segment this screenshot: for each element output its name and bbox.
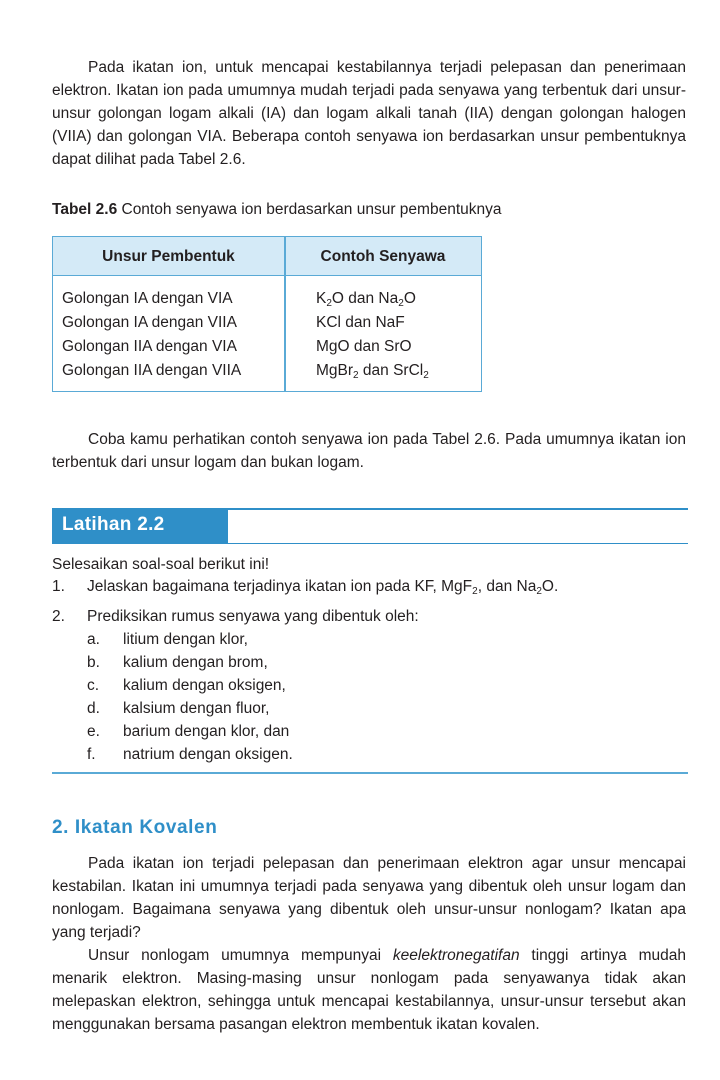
sub-item-text: litium dengan klor, (123, 631, 248, 648)
italic-term: keelektronegatifan (392, 947, 520, 964)
kovalen-paragraph-1: Pada ikatan ion terjadi pelepasan dan penerimaan elektron agar unsur mencapai kestabilan. Ikatan ini umumnya terjadi pada senyawa yang dibentuk oleh unsur logam dan nonlogam. Bagaimana senyawa yang dibentuk oleh unsur-unsur nonlogam? Ikatan apa yang terjadi? (52, 855, 686, 941)
sub-item-text: kalsium dengan fluor, (123, 700, 270, 717)
latihan-rule-top (228, 508, 688, 510)
latihan-instruction: Selesaikan soal-soal berikut ini! (52, 556, 270, 573)
table-header-contoh: Contoh Senyawa (320, 248, 446, 265)
table-cell-contoh: $K_2O$ dan $Na_2O$ (316, 290, 416, 309)
observation-paragraph: Coba kamu perhatikan contoh senyawa ion pada Tabel 2.6. Pada umumnya ikatan ion terbentuk dari unsur logam dan bukan logam. (52, 431, 686, 471)
question-number: 1. (52, 578, 65, 595)
sub-item-letter: c. (87, 677, 100, 694)
table-column-contoh (316, 287, 429, 383)
sub-item-text: natrium dengan oksigen. (123, 746, 293, 763)
table-caption (52, 198, 686, 221)
question-text: Prediksikan rumus senyawa yang dibentuk oleh: (87, 608, 419, 625)
latihan-rule-bottom (228, 543, 688, 545)
intro-paragraph: Pada ikatan ion, untuk mencapai kestabilannya terjadi pelepasan dan penerimaan elektron. Ikatan ion pada umumnya mudah terjadi pada senyawa yang terbentuk dari unsur-unsur golongan logam alkali (IA) dan logam alkali tanah (IIA) dengan golongan halogen (VIIA) dan golongan VIA. Beberapa contoh senyawa ion berdasarkan unsur pembentuknya dapat dilihat pada Tabel 2.6. (52, 59, 686, 168)
table-header-unsur: Unsur Pembentuk (102, 248, 235, 265)
section-title: 2. Ikatan Kovalen (52, 817, 218, 838)
sub-item-letter: a. (87, 631, 100, 648)
table-caption-text: Contoh senyawa ion berdasarkan unsur pembentuknya (117, 201, 502, 218)
latihan-title: Latihan 2.2 (52, 508, 228, 544)
table-caption-label: Tabel 2.6 (52, 201, 118, 218)
sub-item-text: barium dengan klor, dan (123, 723, 290, 740)
table-cell-unsur: Golongan IIA dengan VIIA (62, 362, 242, 379)
sub-item-letter: b. (87, 654, 100, 671)
question-number: 2. (52, 608, 65, 625)
table-cell-unsur: Golongan IA dengan VIIA (62, 314, 237, 331)
sub-item-text: kalium dengan brom, (123, 654, 268, 671)
table-column-unsur (62, 287, 241, 383)
question-text: Jelaskan bagaimana terjadinya ikatan ion pada KF, MgF$_2$, dan $Na_2O$. (87, 578, 559, 597)
kovalen-paragraph-2: Unsur nonlogam umumnya mempunyai keelektronegatifan tinggi artinya mudah menarik elektron. Masing-masing unsur nonlogam pada senyawanya tidak akan melepaskan elektron, sehingga untuk mencapai kestabilannya, unsur-unsur tersebut akan menggunakan bersama pasangan elektron membentuk ikatan kovalen. (52, 947, 686, 1033)
latihan-header (52, 508, 688, 544)
latihan-end-rule (52, 772, 688, 774)
table-cell-contoh: KCl dan NaF (316, 314, 405, 331)
compound-table (52, 236, 482, 392)
sub-item-letter: e. (87, 723, 100, 740)
sub-item-text: kalium dengan oksigen, (123, 677, 286, 694)
table-cell-unsur: Golongan IIA dengan VIA (62, 338, 237, 355)
sub-item-letter: d. (87, 700, 100, 717)
table-cell-unsur: Golongan IA dengan VIA (62, 290, 233, 307)
table-cell-contoh: MgBr$_2$ dan SrCl$_2$ (316, 362, 429, 381)
sub-item-letter: f. (87, 746, 96, 763)
table-cell-contoh: MgO dan SrO (316, 338, 412, 355)
